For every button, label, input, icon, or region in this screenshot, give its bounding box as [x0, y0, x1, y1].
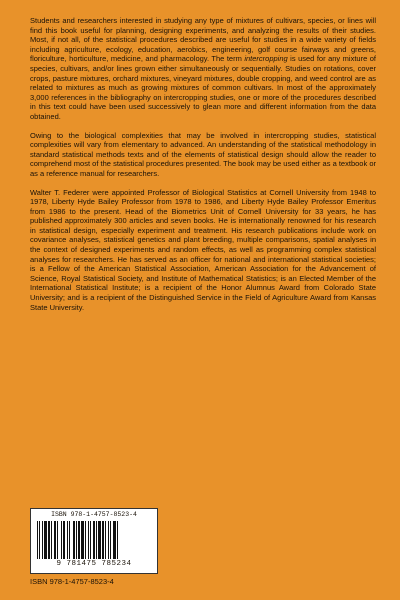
term-intercropping: intercropping — [244, 54, 288, 64]
blurb-text — [30, 16, 376, 321]
barcode-box — [30, 508, 158, 574]
paragraph-intro: Students and researchers interested in studying any type of mixtures of cultivars, species, or lines will find this book useful for planning, designing experiments, and analyzing the results of their studies. Most, if not all, of the statistical procedures described are useful for studies in a wide variety of fields including agriculture, ecology, education, aerobics, engineering, golf course fairways and greens, floriculture, horticulture, medicine, and pharmacology. The term intercropping is used for any mixture of species, cultivars, and/or lines grown either simultaneously or sequentially. Studies on rotations, cover crops, pasture mixtures, orchard mixtures, vineyard mixtures, double cropping, and weed control are as related to mixtures as much as growing mixtures of common cultivars. In most of the approximately 3,000 references in the bibliography on intercropping studies, one or more of the procedures described in this text could have been used successively to glean more and different information from the data obtained. — [30, 16, 376, 121]
barcode-isbn-label: ISBN 978-1-4757-8523-4 — [51, 511, 137, 518]
barcode-icon — [37, 521, 151, 559]
paragraph-complexity: Owing to the biological complexities that may be involved in intercropping studies, statistical complexities will vary from elementary to advanced. An understanding of the statistical methodology in standard statistical methods texts and of the elements of statistical design should allow the reader to comprehend most of the statistical procedures presented. The book may be used either as a textbook or as a reference manual for researchers. — [30, 130, 376, 178]
paragraph-author-bio: Walter T. Federer were appointed Professor of Biological Statistics at Cornell University from 1948 to 1978, Liberty Hyde Bailey Professor from 1978 to 1986, and Liberty Hyde Bailey Professor Emeritus from 1986 to the present. Head of the Biometrics Unit of Cornell University for 33 years, he has published approximately 300 articles and seven books. He is internationally renowned for his research in statistical design, especially experiment and treatment. His research publications include work on covariance analyses, statistical genetics and plant breeding, multiple comparisons, spatial analyses in the context of designed experiments and random effects, as well as programming complex statistical analyses for researchers. He has served as an officer for national and international statistical societies; is a Fellow of the American Statistical Association, American Association for the Advancement of Science, Royal Statistical Society, and Institute of Mathematical Statistics; is an Elected Member of the International Statistical Institute; is a recipient of the Honor Alumnus Award from Colorado State University; and is a recipient of the Distinguished Service in the Field of Agriculture Award from Kansas State University. — [30, 187, 376, 312]
isbn-text: ISBN 978-1-4757-8523-4 — [30, 577, 114, 586]
barcode-digits: 9 781475 785234 — [56, 560, 132, 568]
